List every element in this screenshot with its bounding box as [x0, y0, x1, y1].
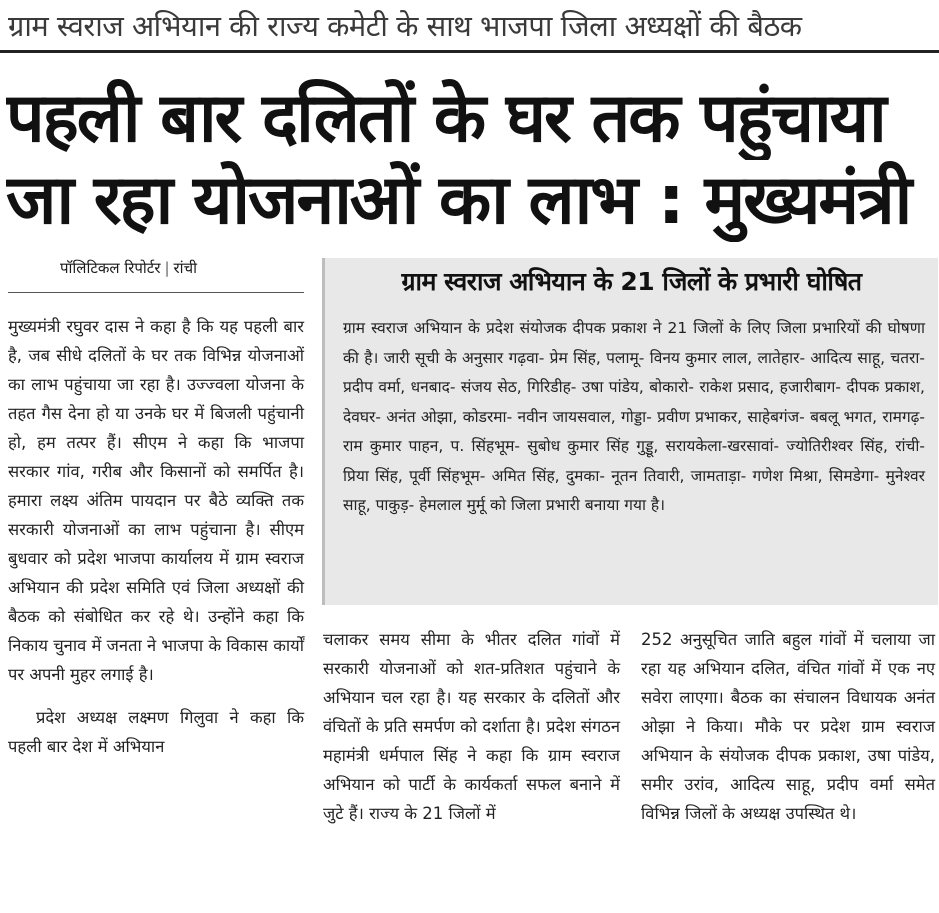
column-1-paragraph-1: मुख्यमंत्री रघुवर दास ने कहा है कि यह पहली बार है, जब सीधे दलितों के घर तक विभिन्न योजनाओं का लाभ पहुंचाया जा रहा है। उज्ज्वला योजना के तहत गैस देना हो या उनके घर में बिजली पहुंचानी हो, हम तत्पर हैं। सीएम ने कहा कि भाजपा सरकार गांव, गरीब और किसानों को समर्पित है। हमारा लक्ष्य अंतिम पायदान पर बैठे व्यक्ति तक सरकारी योजनाओं का लाभ पहुंचाना है। सीएम बुधवार को प्रदेश भाजपा कार्यालय में ग्राम स्वराज अभियान की प्रदेश समिति एवं जिला अध्यक्षों की बैठक को संबोधित कर रहे थे। उन्होंने कहा कि निकाय चुनाव में जनता ने भाजपा के विकास कार्यों पर अपनी मुहर लगाई है। [8, 317, 304, 684]
headline-line-1: पहली बार दलितों के घर तक पहुंचाया [6, 79, 885, 158]
byline-city: रांची [173, 259, 197, 277]
column-2-text: चलाकर समय सीमा के भीतर दलित गांवों में सरकारी योजनाओं को शत-प्रतिशत पहुंचाने के अभियान चल रहा है। यह सरकार के दलितों और वंचितों के प्रति समर्पण को दर्शाता है। प्रदेश संगठन महामंत्री धर्मपाल सिंह ने कहा कि ग्राम स्वराज अभियान को पार्टी के कार्यकर्ता सफल बनाने में जुटे हैं। राज्य के 21 जिलों में [323, 630, 620, 823]
sidebar-body: ग्राम स्वराज अभियान के प्रदेश संयोजक दीपक प्रकाश ने 21 जिलों के लिए जिला प्रभारियों की घोषणा की है। जारी सूची के अनुसार गढ़वा- प्रेम सिंह, पलामू- विनय कुमार लाल, लातेहार- आदित्य साहू, चतरा- प्रदीप वर्मा, धनबाद- संजय सेठ, गिरिडीह- उषा पांडेय, बोकारो- राकेश प्रसाद, हजारीबाग- दीपक प्रकाश, देवघर- अनंत ओझा, कोडरमा- नवीन जायसवाल, गोड्डा- प्रवीण प्रभाकर, साहेबगंज- बबलू भगत, रामगढ़- राम कुमार पाहन, प. सिंहभूम- सुबोध कुमार सिंह गुड्डू, सरायकेला-खरसावां- ज्योतिरीश्वर सिंह, रांची- प्रिया सिंह, पूर्वी सिंहभूम- अमित सिंह, दुमका- नूतन तिवारी, जामताड़ा- गणेश मिश्रा, सिमडेगा- मुनेश्वर साहू, पाकुड़- हेमलाल मुर्मू को जिला प्रभारी बनाया गया है। [343, 319, 925, 514]
headline-line-2: जा रहा योजनाओं का लाभ : मुख्यमंत्री [6, 161, 911, 240]
sidebar-title: ग्राम स्वराज अभियान के 21 जिलों के प्रभारी घोषित [401, 267, 862, 296]
byline [60, 257, 320, 279]
column-1-paragraph-2: प्रदेश अध्यक्ष लक्ष्मण गिलुवा ने कहा कि पहली बार देश में अभियान [8, 708, 304, 756]
article-column-1 [8, 312, 304, 761]
byline-reporter: पॉलिटिकल रिपोर्टर [60, 259, 161, 277]
column-divider [8, 292, 304, 293]
kicker-headline: ग्राम स्वराज अभियान की राज्य कमेटी के साथ भाजपा जिला अध्यक्षों की बैठक [8, 9, 802, 43]
top-divider [0, 50, 939, 53]
main-headline [6, 78, 936, 242]
column-3-text: 252 अनुसूचित जाति बहुल गांवों में चलाया जा रहा यह अभियान दलित, वंचित गांवों में एक नए सवेरा लाएगा। बैठक का संचालन विधायक अनंत ओझा ने किया। मौके पर प्रदेश ग्राम स्वराज अभियान के संयोजक दीपक प्रकाश, उषा पांडेय, समीर उरांव, आदित्य साहू, प्रदीप वर्मा समेत विभिन्न जिलों के अध्यक्ष उपस्थित थे। [641, 630, 935, 823]
article-column-3 [641, 625, 935, 828]
article-column-2 [323, 625, 620, 828]
byline-separator: | [164, 259, 170, 277]
